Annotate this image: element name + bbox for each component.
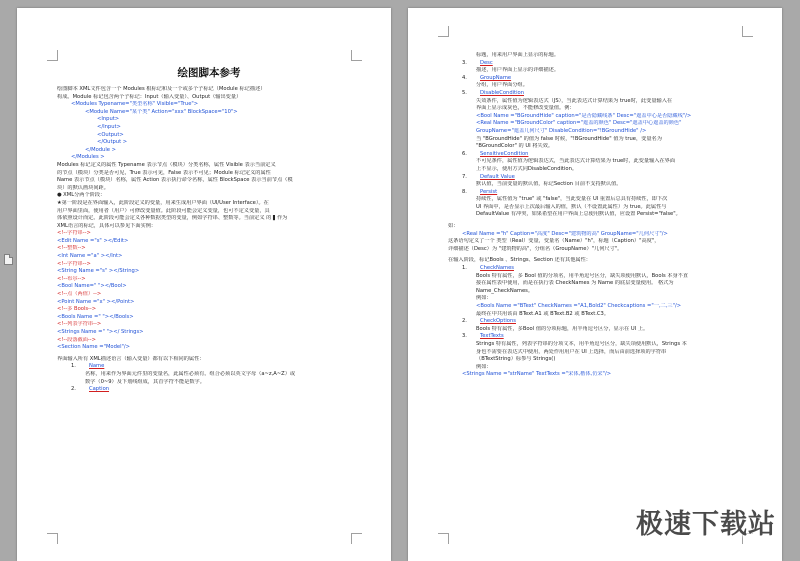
paragraph-line: Bools 特有属性，多Bool 值的分项标题，用半角逗号区分，显示在 UI 上。 [476, 325, 649, 332]
paragraph-line: （BTextString）标参与 Strings() [476, 356, 556, 363]
paragraph-line: 界面上显示成灰色，不能修改变量值。例： [476, 105, 575, 112]
code-line: <Bool Name ="BGroundHide" caption="是否隐藏线条" Desc="遮盖中心是否隐藏线"/> [476, 112, 692, 119]
paragraph-line: 持续性，属性值为 "true" 或 "false"，当此变量在 UI 重置后总具有持续性，即下次 [476, 196, 668, 203]
code-line: <Strings Name ="strName" TextTexts ="宋体,楷体,仿宋"/> [462, 371, 612, 378]
list-item [448, 90, 752, 98]
attribute-name: Caption [89, 386, 110, 393]
code-line: <Section Name ="Model"/> [57, 344, 131, 351]
list-item [448, 318, 752, 326]
list-item [448, 75, 752, 83]
paragraph-line: 分组，用户界面分组。 [476, 82, 528, 89]
paragraph-line: 绘图脚本 XML文件包含一个 Modules 根标记和及一个或多个子标记（Module 标记描述） [57, 86, 266, 92]
attribute-name: Default Value [480, 173, 515, 180]
paragraph-line: 数字（0~9）及下划线组成，其首字符不能是数字。 [85, 378, 205, 385]
code-line: </Module > [85, 146, 116, 153]
paragraph-line: 例如： [476, 363, 492, 370]
code-line: <Bools Name =" "></Bools> [57, 313, 134, 320]
attribute-name: CheckOptions [480, 318, 516, 325]
paragraph-line: 不可见条件，属性值为逻辑表达式，当此表达式计算结果为 true时，此变量输入在界面 [476, 158, 676, 165]
attribute-name: CheckNames [480, 265, 514, 272]
list-item [448, 174, 752, 182]
page-1-body [57, 66, 361, 394]
code-comment: <!--字符串--> [57, 260, 91, 267]
code-line: <Bool Name=" "></Bool> [57, 283, 127, 290]
paragraph-line: 如： [448, 223, 459, 230]
paragraph-line: 失效条件，属性值为逻辑表达式（JS），当此表达式计算结果为 true时，此变量输入在 [476, 97, 673, 104]
list-number: 5. [462, 89, 467, 96]
paragraph-line: 用户界面里面，使用者（用户）可修改变量值。此阶段可能会定义变量，也可不定义变量，具 [57, 207, 270, 214]
list-item [448, 333, 752, 341]
paragraph-line: Strings 特有属性，列表字符串的分项文本，用半角逗号区分，缺失项使用默认，Strings 本 [476, 340, 687, 347]
crop-mark [47, 50, 58, 61]
crop-mark [351, 533, 362, 544]
paragraph-line: 身也不需要在表达式中使用，两处作用用户在 UI 上选择，而后由前选择项的字符串 [476, 348, 667, 355]
paragraph-line: XML语言的标记，具体可以参见下面实例： [57, 222, 157, 229]
attribute-name: Name [89, 363, 105, 370]
list-number: 1. [71, 363, 76, 370]
code-line: <Input> [97, 116, 120, 123]
paragraph-line: 名称，用来作为界面元件里的变量名，此属性必须有。组合必须以英文字母（a~z,A~Z）或 [85, 370, 296, 377]
list-item [448, 265, 752, 273]
crop-mark [351, 50, 362, 61]
paragraph-line: 上不显示，使用方式同DisableCondition。 [476, 165, 578, 172]
list-item [448, 60, 752, 68]
paragraph-line: Name_CheckNames。 [476, 287, 534, 294]
paragraph-line: UI 界面中，是否显示上次最后输入的值，默认（不设置此属性）为 true。此属性与 [476, 203, 667, 210]
list-number: 2. [462, 318, 467, 325]
crop-mark [438, 26, 449, 37]
site-watermark: 极速下载站 [636, 509, 776, 540]
document-page-2 [408, 8, 782, 561]
list-number: 8. [462, 188, 467, 195]
paragraph-line: 标题，用来用户界面上显示的标题。 [476, 52, 560, 58]
code-line: <Bools Name ="BText" CheckNames ="A1,Bold2" Checkcaptions ="一,二,三"/> [476, 303, 682, 309]
document-icon [4, 254, 13, 265]
document-page-1 [17, 8, 391, 561]
paragraph-line: 的节点（模块）分类是否可见，True 表示可见，False 表示不可见；Module 标记定义的属性 [57, 169, 271, 176]
bullet-heading: ● XML分两个阶段： [57, 192, 106, 199]
code-line: <Strings Name =" "></ Strings> [57, 329, 144, 335]
paragraph-line: 构成。Module 标记包含两个子标记：Input（输入变量）、Output（输出变量） [57, 93, 242, 100]
code-line: <Edit Name ="s" ></Edit> [57, 237, 129, 244]
code-line: <Int Name ="a" ></Int> [57, 253, 123, 260]
crop-mark [742, 26, 753, 37]
paragraph-line: 例如： [476, 295, 492, 302]
code-line: </Modules > [71, 154, 105, 161]
list-item [57, 386, 361, 394]
paragraph-line: 体依照设计而定。此阶段可能会定义各种数据类型的变量，例如字符串、整数等。当前定义 的 ▌作为 [57, 215, 288, 222]
page-2-body [448, 52, 752, 379]
attribute-name: Desc [480, 59, 493, 66]
code-comment: <!--布尔--> [57, 275, 86, 282]
paragraph-line: 详细描述（Desc）为 "建筑物的高"，分组名（GroupName）"几何尺寸"。 [448, 245, 623, 252]
document-title: 绘图脚本参考 [177, 67, 241, 79]
code-comment: <!--多 Bools--> [57, 306, 97, 313]
code-comment: <!--列表字符串--> [57, 321, 102, 328]
paragraph-line: 接在属性表中使用，而是在执行表 CheckNames 为 Name 的底层变量使用。 格式为 [476, 280, 674, 287]
paragraph-line: Name 表示节点（模块）名称，属性 Action 表示执行命令名称，属性 BlockSpace 表示当前节点（模 [57, 177, 293, 184]
paragraph-line: 这条语句定义了一个 类型（Real）变量，变量名（Name）"h"，标题（Caption）"高度"， [448, 238, 660, 245]
paragraph-line: 在输入阶段，标记Bools 、Strings、Section 还有其他属性： [448, 257, 591, 264]
code-line: <Module Name="某个类" Action="xxx" BlockSpace="10"> [85, 108, 238, 115]
code-line: <Point Name ="x" ></Point> [57, 298, 135, 305]
attribute-name: SensitiveCondition [480, 150, 529, 157]
paragraph-line: 最终在中共用该由 BText.A1 或 BText.B2 或 BText.C3。 [476, 310, 610, 317]
paragraph-line: 默认值，当前变量的默认值，标记Section 目前不支持默认值。 [476, 181, 622, 188]
paragraph-line: 描述，用户界面上显示的详细描述。 [476, 67, 560, 74]
paragraph-line: ★第一阶段是在界面输入，此阶段定义的变量，用来生成用户界面（UI/User Interface）。在 [57, 199, 269, 206]
list-number: 3. [462, 333, 467, 340]
crop-mark [438, 533, 449, 544]
list-item [448, 189, 752, 197]
attribute-name: Persist [480, 188, 498, 195]
code-line: </Input> [97, 123, 121, 130]
code-line: </Output > [97, 139, 128, 146]
crop-mark [47, 533, 58, 544]
code-line: <Modules Typename="类型名称" Visible="True"> [71, 101, 199, 108]
list-number: 3. [462, 59, 467, 66]
code-line: <String Name ="s" ></String> [57, 268, 140, 275]
paragraph-line: 界面输入所有 XML描述语言（输入变量）都有以下相同的属性： [57, 355, 205, 362]
code-comment: <!--字符串--> [57, 230, 91, 237]
list-item [448, 151, 752, 159]
list-number: 6. [462, 150, 467, 157]
attribute-name: TextTexts [480, 333, 504, 340]
paragraph-line: 当 "BGroundHide" 的值为 false 时候，"!BGroundHide" 值为 true，变量名为 [476, 135, 662, 142]
paragraph-line: DefaultValue 有冲突，如果希望在用户界面上总使用默认值，应设置 Persist="false"。 [476, 211, 681, 218]
code-comment: <!--段落截面--> [57, 336, 97, 343]
paragraph-line: Modules 标记定义的属性 Typename 表示节点（模块）分类名称，属性 Visible 表示当前定义 [57, 161, 276, 168]
attribute-name: DisableCondition [480, 89, 524, 96]
code-comment: <!--整数--> [57, 245, 86, 252]
paragraph-line: Bools 特有属性，多 Bool 值的分项名，用半角逗号区分，缺失项使用默认，Bools 本身不直 [476, 272, 689, 279]
code-line: <Output> [97, 131, 124, 138]
code-comment: <!--点（两值）--> [57, 291, 102, 298]
list-number: 7. [462, 173, 467, 180]
list-number: 2. [71, 386, 76, 393]
list-number: 1. [462, 265, 467, 272]
list-item [57, 363, 361, 371]
code-line: GroupName="遮盖几何尺寸" DisableCondition="!BGroundHide" /> [476, 127, 647, 134]
paragraph-line: 块）的默认画块间距。 [57, 184, 109, 191]
code-line: <Real Name ="BGroundColor" caption="遮盖的颜色" Desc="遮盖中心遮盖的颜色" [476, 120, 682, 127]
paragraph-line: "BGroundColor" 的 UI 将失效。 [476, 143, 554, 150]
code-line: <Real Name ="h" Caption="高度" Desc="建筑物的高" GroupName="几何尺寸"/> [462, 230, 668, 237]
attribute-name: GroupName [480, 74, 512, 81]
list-number: 4. [462, 74, 467, 81]
